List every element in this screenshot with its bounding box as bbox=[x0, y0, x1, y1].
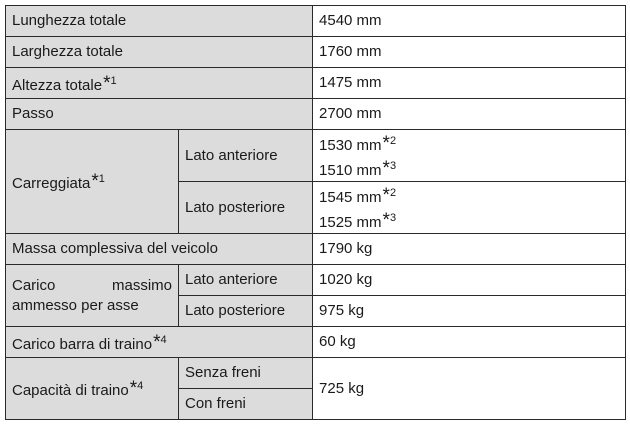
towing-capacity-label: Capacità di traino bbox=[12, 382, 129, 399]
vehicle-specs-table bbox=[5, 5, 626, 420]
track-label: Carreggiata bbox=[12, 175, 91, 192]
track-front-values bbox=[313, 130, 626, 182]
axle-load-front-value: 1020 kg bbox=[313, 265, 626, 296]
footnote-ref: 1 bbox=[110, 74, 117, 87]
footnote-mark: * bbox=[153, 331, 161, 353]
gross-mass-label: Massa complessiva del veicolo bbox=[6, 234, 313, 265]
track-rear-value-2: 1525 mm*$^3$ bbox=[319, 209, 397, 231]
track-front-value-2: 1510 mm*$^3$ bbox=[319, 157, 397, 179]
footnote-ref: 4 bbox=[137, 380, 144, 392]
towing-unbraked-label: Senza freni bbox=[179, 358, 313, 389]
track-rear-values bbox=[313, 182, 626, 234]
footnote-ref: 1 bbox=[98, 173, 105, 185]
table-row-gross-mass bbox=[6, 234, 626, 265]
wheelbase-label: Passo bbox=[6, 99, 313, 130]
gross-mass-value: 1790 kg bbox=[313, 234, 626, 265]
towbar-load-label: Carico barra di traino bbox=[12, 335, 153, 353]
footnote-mark: * bbox=[91, 171, 99, 192]
axle-load-rear-label: Lato posteriore bbox=[179, 296, 313, 327]
track-label-cell bbox=[6, 130, 179, 234]
total-height-label: Altezza totale bbox=[12, 76, 103, 94]
axle-load-rear-value: 975 kg bbox=[313, 296, 626, 327]
towbar-load-value: 60 kg bbox=[313, 327, 626, 358]
axle-load-front-label: Lato anteriore bbox=[179, 265, 313, 296]
towbar-load-label-cell bbox=[6, 327, 313, 358]
table-row-wheelbase bbox=[6, 99, 626, 130]
track-rear-value-1: 1545 mm*$^2$ bbox=[319, 184, 397, 206]
total-width-value: 1760 mm bbox=[313, 37, 626, 68]
towing-capacity-value: 725 kg bbox=[313, 358, 626, 420]
table-row-total-height bbox=[6, 68, 626, 99]
axle-load-label-line-1: Carico massimo bbox=[12, 276, 172, 294]
total-length-value: 4540 mm bbox=[313, 6, 626, 37]
wheelbase-value: 2700 mm bbox=[313, 99, 626, 130]
track-front-label: Lato anteriore bbox=[179, 130, 313, 182]
track-rear-label: Lato posteriore bbox=[179, 182, 313, 234]
table-row-towbar-load bbox=[6, 327, 626, 358]
axle-load-label-line-2: ammesso per asse bbox=[12, 296, 139, 314]
footnote-mark: * bbox=[129, 378, 138, 399]
total-width-label: Larghezza totale bbox=[6, 37, 313, 68]
footnote-mark: * bbox=[103, 72, 111, 94]
axle-load-label-cell bbox=[6, 265, 179, 327]
table-row-axle-load-front bbox=[6, 265, 626, 296]
footnote-ref: 4 bbox=[160, 333, 167, 346]
track-front-value-1: 1530 mm*$^2$ bbox=[319, 132, 397, 154]
table-row-track-front bbox=[6, 130, 626, 182]
table-row-total-width bbox=[6, 37, 626, 68]
total-height-value: 1475 mm bbox=[313, 68, 626, 99]
towing-braked-label: Con freni bbox=[179, 389, 313, 420]
table-row-towing-unbraked bbox=[6, 358, 626, 389]
total-height-label-cell bbox=[6, 68, 313, 99]
towing-capacity-label-cell bbox=[6, 358, 179, 420]
total-length-label: Lunghezza totale bbox=[6, 6, 313, 37]
table-row-total-length bbox=[6, 6, 626, 37]
